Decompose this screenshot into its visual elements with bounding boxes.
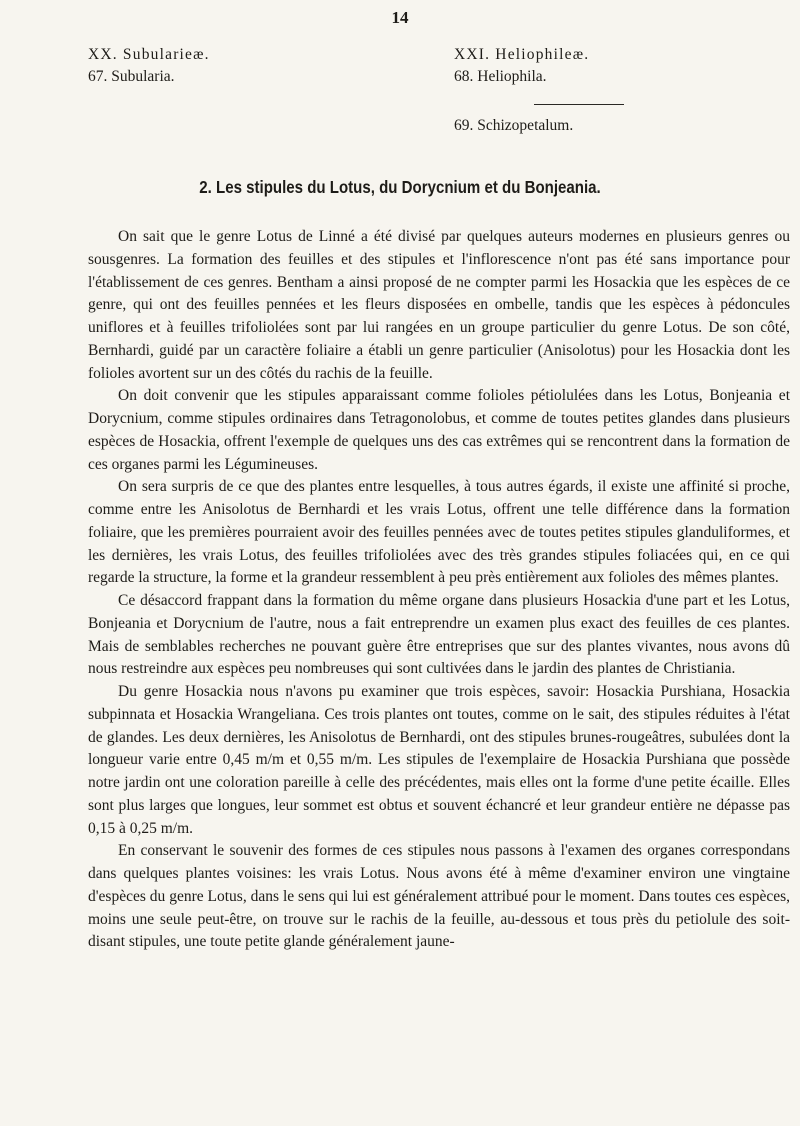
page-number: 14	[391, 8, 409, 27]
tribe-subularieae	[88, 44, 210, 88]
tribe-heliophileae	[454, 44, 589, 88]
genus-entry: 68. Heliophila.	[454, 68, 547, 85]
paragraph: Ce désaccord frappant dans la formation du même organe dans plusieurs Hosackia d'une part et les Lotus, Bonjeania et Dorycnium de l'autre, nous a fait entreprendre un examen plus exact des feuilles de ces plantes. Mais de semblables recherches ne pouvant guère être entreprises que sur des plantes vivantes, nous avons dû nous restreindre aux espèces peu nombreuses qui sont cultivées dans le jardin des plantes de Christiania.	[88, 592, 790, 678]
paragraph: En conservant le souvenir des formes de ces stipules nous passons à l'examen des organes correspondans dans quelques plantes voisines: les vrais Lotus. Nous avons été à même d'examiner environ une vingtaine d'espèces du genre Lotus, dans le sens qui lui est généralement attribué pour le moment. Dans toutes ces espèces, moins une seule peut-être, on trouve sur le rachis de la feuille, au-dessous et tous près du petiolule des soit-disant stipules, une toute petite glande généralement jaune-	[88, 842, 790, 951]
divider-rule	[534, 104, 624, 105]
genus-entry: 69. Schizopetalum.	[454, 117, 574, 134]
tribe-title: XXI. Heliophileæ.	[454, 46, 590, 63]
genus-entry: 67. Subularia.	[88, 68, 175, 85]
paragraph: On doit convenir que les stipules apparaissant comme folioles pétiolulées dans les Lotus, Bonjeania et Dorycnium, comme stipules ordinaires dans Tetragonolobus, et comme de toutes petites glandes dans plusieurs espèces de Hosackia, offrent l'exemple de quelques uns des cas extrêmes qui se rencontrent dans la formation de ces organes parmi les Légumineuses.	[88, 387, 790, 473]
tribe-title: XX. Subularieæ.	[88, 46, 210, 63]
body-text	[88, 226, 790, 954]
paragraph: On sait que le genre Lotus de Linné a été divisé par quelques auteurs modernes en plusieurs genres ou sousgenres. La formation des feuilles et des stipules et l'inflorescence n'ont pas été sans importance pour l'établissement de ces genres. Bentham a ainsi proposé de ne compter parmi les Hosackia que les espèces de ce genre, qui ont des feuilles pennées et les fleurs disposées en ombelle, tandis que les espèces à pédoncules uniflores et à feuilles trifoliolées sont par lui rangées en un groupe particulier du genre Lotus. De son côté, Bernhardi, guidé par un caractère foliaire a établi un genre particulier (Anisolotus) pour les Hosackia dont les folioles avortent sur un des côtés du rachis de la feuille.	[88, 228, 790, 382]
section-heading: 2. Les stipules du Lotus, du Dorycnium et du Bonjeania.	[199, 177, 601, 197]
paragraph: Du genre Hosackia nous n'avons pu examiner que trois espèces, savoir: Hosackia Purshiana, Hosackia subpinnata et Hosackia Wrangeliana. Ces trois plantes ont toutes, comme on le sait, des stipules réduites à l'état de glandes. Les deux dernières, les Anisolotus de Bernhardi, ont des stipules brunes-rougeâtres, subulées dont la longueur varie entre 0,45 m/m et 0,55 m/m. Les stipules de l'exemplaire de Hosackia Purshiana que possède notre jardin ont une coloration pareille à celle des précédentes, mais elles ont la forme d'une petite écaille. Elles sont plus larges que longues, leur sommet est obtus et souvent échancré et leur grandeur entière ne dépasse pas 0,15 à 0,25 m/m.	[88, 683, 790, 837]
paragraph: On sera surpris de ce que des plantes entre lesquelles, à tous autres égards, il existe une affinité si proche, comme entre les Anisolotus de Bernhardi et les vrais Lotus, offrent une telle différence dans la formation foliaire, que les premières pourraient avoir des feuilles pennées avec de toutes petites stipules glanduliformes, et les dernières, les vrais Lotus, des feuilles trifoliolées avec des très grandes stipules foliacées qui, en ce qui regarde la structure, la forme et la grandeur ressemblent à peu près entièrement aux folioles des mêmes plantes.	[88, 478, 790, 587]
